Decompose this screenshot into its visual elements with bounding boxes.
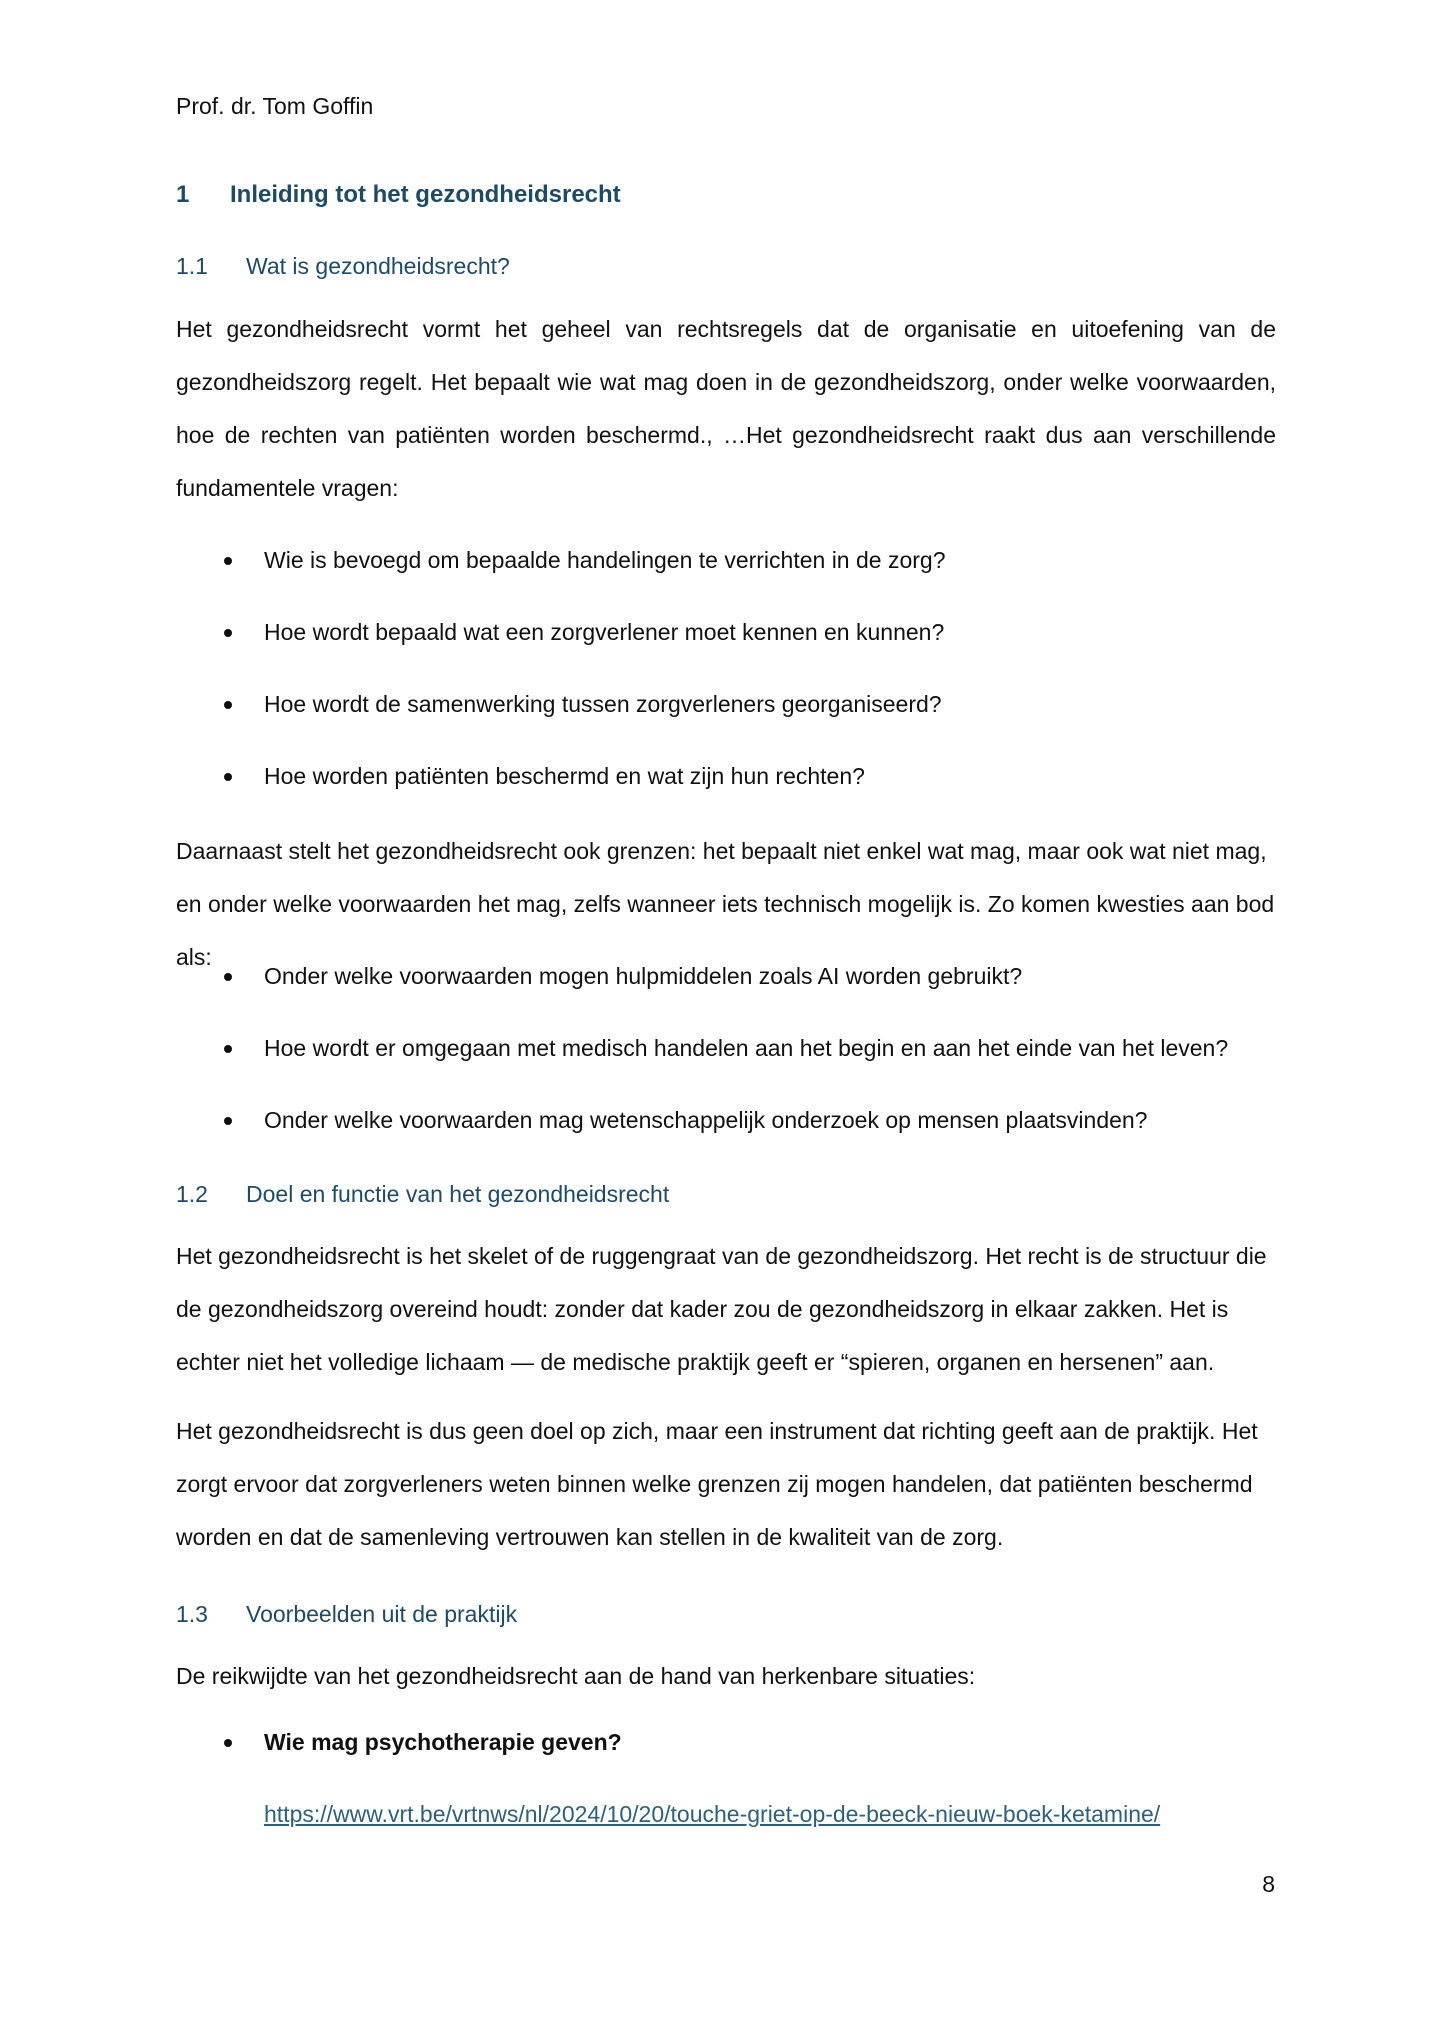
list-item: Wie mag psychotherapie geven?: [176, 1726, 1276, 1798]
section-title: Voorbeelden uit de praktijk: [246, 1601, 518, 1627]
paragraph-limits: Daarnaast stelt het gezondheidsrecht ook grenzen: het bepaalt niet enkel wat mag, maar ook wat niet mag, en onder welke voorwaarden het mag, zelfs wanneer iets technisch mogelijk is. Zo komen kwesties aan bod als:: [176, 838, 1275, 970]
bullet-icon: [224, 701, 232, 709]
list-item: Wie is bevoegd om bepaalde handelingen te verrichten in de zorg?: [176, 544, 1276, 616]
list-item: Onder welke voorwaarden mag wetenschappelijk onderzoek op mensen plaatsvinden?: [176, 1104, 1276, 1176]
list-item: Hoe wordt er omgegaan met medisch handelen aan het begin en aan het einde van het leven?: [176, 1032, 1276, 1104]
list-item: Hoe wordt bepaald wat een zorgverlener moet kennen en kunnen?: [176, 616, 1276, 688]
section-number: 1.3: [176, 1601, 208, 1627]
section-heading-1-2: [176, 1178, 669, 1210]
bullet-icon: [224, 629, 232, 637]
section-number: 1: [176, 181, 190, 208]
section-title: Wat is gezondheidsrecht?: [246, 253, 510, 279]
list-item: Hoe worden patiënten beschermd en wat zijn hun rechten?: [176, 760, 1276, 832]
list-item: Onder welke voorwaarden mogen hulpmiddelen zoals AI worden gebruikt?: [176, 960, 1276, 1032]
paragraph-scope: De reikwijdte van het gezondheidsrecht aan de hand van herkenbare situaties:: [176, 1663, 976, 1689]
section-heading-1: [176, 179, 621, 211]
bullet-icon: [224, 773, 232, 781]
list-item: Hoe wordt de samenwerking tussen zorgverleners georganiseerd?: [176, 688, 1276, 760]
page-number: 8: [1262, 1871, 1275, 1897]
article-link[interactable]: https://www.vrt.be/vrtnws/nl/2024/10/20/touche-griet-op-de-beeck-nieuw-boek-ketamine/: [264, 1801, 1161, 1827]
section-number: 1.2: [176, 1181, 208, 1207]
bullet-icon: [224, 557, 232, 565]
bullet-list-questions: [176, 544, 1276, 832]
paragraph-instrument: Het gezondheidsrecht is dus geen doel op zich, maar een instrument dat richting geeft aan de praktijk. Het zorgt ervoor dat zorgverleners weten binnen welke grenzen zij mogen handelen, dat patiënten beschermd worden en dat de samenleving vertrouwen kan stellen in de kwaliteit van de zorg.: [176, 1418, 1258, 1550]
paragraph-intro: Het gezondheidsrecht vormt het geheel van rechtsregels dat de organisatie en uitoefening van de gezondheidszorg regelt. Het bepaalt wie wat mag doen in de gezondheidszorg, onder welke voorwaarden, hoe de rechten van patiënten worden beschermd., …Het gezondheidsrecht raakt dus aan verschillende fundamentele vragen:: [176, 316, 1276, 501]
section-number: 1.1: [176, 253, 208, 279]
bullet-list-issues: [176, 960, 1276, 1176]
bullet-icon: [224, 1117, 232, 1125]
section-title: Doel en functie van het gezondheidsrecht: [246, 1181, 670, 1207]
bullet-icon: [224, 973, 232, 981]
section-title: Inleiding tot het gezondheidsrecht: [230, 181, 621, 208]
section-heading-1-1: [176, 250, 510, 282]
paragraph-skeleton: Het gezondheidsrecht is het skelet of de ruggengraat van de gezondheidszorg. Het recht is de structuur die de gezondheidszorg overeind houdt: zonder dat kader zou de gezondheidszorg in elkaar zakken. Het is echter niet het volledige lichaam — de medische praktijk geeft er “spieren, organen en hersenen” aan.: [176, 1243, 1267, 1375]
section-heading-1-3: [176, 1598, 517, 1630]
header-author: Prof. dr. Tom Goffin: [176, 93, 374, 119]
bullet-icon: [224, 1739, 232, 1747]
bullet-icon: [224, 1045, 232, 1053]
bullet-list-examples: [176, 1726, 1276, 1798]
